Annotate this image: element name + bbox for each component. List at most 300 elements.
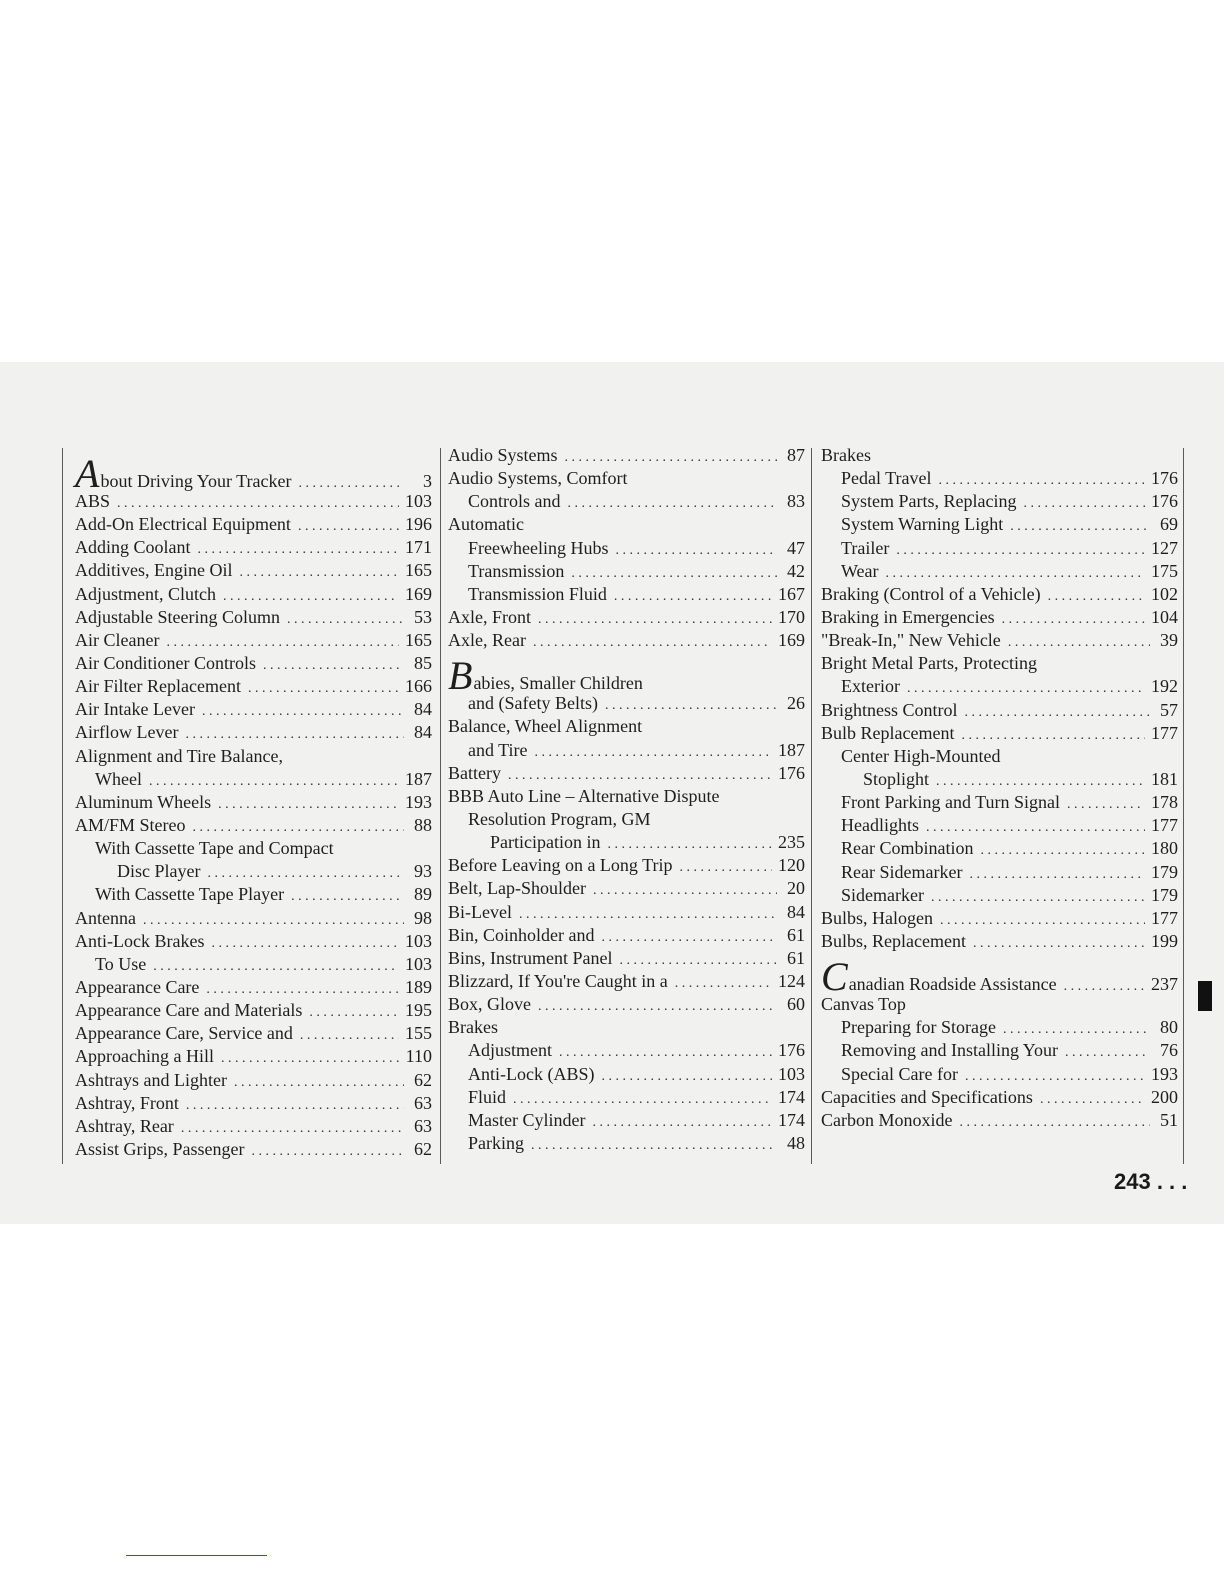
entry-term [448, 877, 586, 900]
dot-leader [559, 1041, 772, 1064]
entry-page: 199 [1151, 930, 1178, 951]
entry-term [821, 583, 1041, 606]
dot-leader [1008, 631, 1150, 654]
entry-text: System Parts, Replacing [841, 491, 1017, 512]
entry-page: 189 [405, 976, 432, 997]
entry-text: System Warning Light [841, 514, 1004, 535]
entry-page: 166 [405, 676, 432, 697]
entry-text: Center High-Mounted [841, 745, 1001, 766]
entry-text: Wear [841, 560, 879, 581]
entry-text: Capacities and Specifications [821, 1086, 1033, 1107]
dot-leader [926, 816, 1145, 839]
column-rule-right [1183, 448, 1184, 1164]
index-entry [821, 861, 1178, 884]
entry-text: Anti-Lock Brakes [75, 930, 205, 951]
entry-page: 176 [1151, 491, 1178, 512]
column-rule-left [62, 448, 63, 1164]
dot-leader [936, 770, 1145, 793]
entry-text: Airflow Lever [75, 722, 179, 743]
entry-term [448, 1016, 498, 1039]
entry-text: "Break-In," New Vehicle [821, 630, 1001, 651]
entry-text: Belt, Lap-Shoulder [448, 878, 586, 899]
entry-text: Air Conditioner Controls [75, 652, 256, 673]
entry-page: 169 [405, 583, 432, 604]
dot-leader [513, 1088, 772, 1111]
entry-text: AM/FM Stereo [75, 814, 186, 835]
index-entry [448, 513, 805, 536]
entry-page: 167 [778, 583, 805, 604]
dot-leader [593, 879, 777, 902]
entry-term [75, 976, 199, 999]
entry-page: 169 [778, 630, 805, 651]
entry-text: Trailer [841, 537, 890, 558]
index-entry [821, 814, 1178, 837]
entry-term [95, 768, 142, 791]
entry-page: 120 [778, 855, 805, 876]
dot-leader [117, 492, 399, 515]
dot-leader [565, 446, 777, 469]
entry-text: Braking in Emergencies [821, 606, 995, 627]
dot-leader [940, 909, 1145, 932]
entry-term [448, 606, 531, 629]
entry-text: Bulbs, Replacement [821, 930, 966, 951]
entry-page: 76 [1160, 1040, 1178, 1061]
entry-term [468, 1132, 524, 1155]
dot-leader [675, 972, 772, 995]
entry-page: 195 [405, 1000, 432, 1021]
entry-term [468, 490, 561, 513]
entry-text: Air Intake Lever [75, 699, 195, 720]
entry-page: 110 [405, 1046, 432, 1067]
dot-leader [607, 833, 772, 856]
entry-term [75, 675, 241, 698]
dot-leader [980, 839, 1145, 862]
entry-page: 174 [778, 1086, 805, 1107]
entry-page: 3 [423, 471, 432, 491]
dot-leader [1065, 1041, 1150, 1064]
dot-leader [614, 585, 772, 608]
entry-page: 51 [1160, 1109, 1178, 1130]
dot-leader [186, 1094, 404, 1117]
dot-leader [538, 995, 777, 1018]
entry-page: 104 [1151, 606, 1178, 627]
entry-text: Anti-Lock (ABS) [468, 1063, 595, 1084]
entry-page: 53 [414, 606, 432, 627]
index-entry [448, 854, 805, 877]
thumb-index-tab [1198, 981, 1212, 1011]
column-rule-1 [440, 448, 441, 1164]
index-entry [448, 808, 805, 831]
index-entry [448, 1039, 805, 1062]
index-entry [448, 1086, 805, 1109]
entry-text: Canvas Top [821, 994, 906, 1015]
index-entry [821, 884, 1178, 907]
dot-leader [166, 631, 399, 654]
index-entry [75, 1045, 432, 1068]
index-entry [75, 976, 432, 999]
entry-term [468, 692, 598, 715]
index-entry [821, 1039, 1178, 1062]
entry-page: 62 [414, 1069, 432, 1090]
entry-term [448, 715, 642, 738]
entry-text: Bi-Level [448, 901, 512, 922]
entry-term [468, 739, 528, 762]
dot-leader [601, 1065, 772, 1088]
dot-leader [571, 562, 777, 585]
index-entry [821, 954, 1178, 1000]
dot-leader [592, 1111, 772, 1134]
index-entry [75, 837, 432, 860]
entry-term [95, 953, 146, 976]
entry-text: With Cassette Tape and Compact [95, 838, 334, 859]
index-entry [75, 1138, 432, 1161]
section-initial: C [821, 954, 848, 1000]
entry-text: Brightness Control [821, 699, 958, 720]
entry-term [75, 1045, 214, 1068]
dot-leader [248, 677, 399, 700]
entry-page: 103 [405, 953, 432, 974]
entry-text: Braking (Control of a Vehicle) [821, 583, 1041, 604]
entry-text: Axle, Rear [448, 630, 526, 651]
entry-term [448, 924, 595, 947]
entry-term [448, 513, 524, 536]
entry-text: Ashtray, Front [75, 1092, 179, 1113]
entry-term [468, 1063, 594, 1086]
entry-term [75, 1069, 227, 1092]
dot-leader [1023, 492, 1145, 515]
entry-text: Wheel [95, 768, 142, 789]
entry-text: anadian Roadside Assistance [848, 974, 1057, 995]
index-entry [75, 860, 432, 883]
entry-text: Fluid [468, 1086, 507, 1107]
entry-term [448, 629, 526, 652]
entry-term [468, 1086, 506, 1109]
index-entry [448, 583, 805, 606]
dot-leader [1002, 608, 1145, 631]
dot-leader [198, 538, 400, 561]
index-entry [448, 629, 805, 652]
entry-term [75, 490, 110, 513]
entry-term [821, 930, 966, 953]
entry-text: With Cassette Tape Player [95, 884, 285, 905]
entry-page: 165 [405, 629, 432, 650]
entry-text: Controls and [468, 491, 561, 512]
entry-page: 103 [778, 1063, 805, 1084]
entry-term [841, 1016, 996, 1039]
entry-text: BBB Auto Line – Alternative Dispute [448, 785, 720, 806]
entry-term [821, 699, 958, 722]
entry-text: Removing and Installing Your [841, 1040, 1059, 1061]
index-entry [448, 993, 805, 1016]
entry-text: Audio Systems, Comfort [448, 468, 628, 489]
dot-leader [538, 608, 772, 631]
index-entry [75, 629, 432, 652]
dot-leader [969, 863, 1145, 886]
index-entry [821, 722, 1178, 745]
dot-leader [221, 1047, 400, 1070]
entry-page: 80 [1160, 1017, 1178, 1038]
dot-leader [206, 978, 399, 1001]
dot-leader [291, 885, 404, 908]
index-entry [448, 739, 805, 762]
entry-term [821, 1086, 1033, 1109]
entry-text: Alignment and Tire Balance, [75, 745, 283, 766]
entry-term [448, 467, 628, 490]
entry-page: 61 [787, 924, 805, 945]
dot-leader [185, 723, 404, 746]
entry-page: 61 [787, 947, 805, 968]
entry-page: 177 [1151, 722, 1178, 743]
entry-page: 84 [787, 901, 805, 922]
entry-text: Sidemarker [841, 884, 924, 905]
entry-text: Preparing for Storage [841, 1017, 996, 1038]
dot-leader [519, 903, 777, 926]
dot-leader [615, 539, 777, 562]
entry-term [95, 883, 284, 906]
dot-leader [1010, 515, 1150, 538]
entry-term [75, 930, 204, 953]
index-entry [75, 907, 432, 930]
entry-page: 103 [405, 491, 432, 511]
entry-term [841, 791, 1060, 814]
dot-leader [535, 741, 772, 764]
dot-leader [193, 816, 404, 839]
entry-term [841, 814, 919, 837]
entry-term [841, 884, 924, 907]
entry-page: 60 [787, 994, 805, 1015]
entry-term [468, 537, 608, 560]
entry-page: 124 [778, 970, 805, 991]
entry-text: Stoplight [863, 768, 930, 789]
entry-text: Appearance Care and Materials [75, 1000, 303, 1021]
entry-page: 85 [414, 652, 432, 673]
entry-term [448, 901, 512, 924]
entry-text: Parking [468, 1132, 524, 1153]
entry-page: 193 [405, 791, 432, 812]
index-entry [821, 837, 1178, 860]
page-number: 243 . . . [1114, 1169, 1188, 1194]
entry-page: 165 [405, 560, 432, 581]
entry-text: abies, Smaller Children [473, 673, 643, 694]
index-entry [75, 883, 432, 906]
entry-page: 181 [1151, 768, 1178, 789]
dot-leader [149, 770, 399, 793]
entry-page: 193 [1151, 1063, 1178, 1084]
entry-term [75, 536, 191, 559]
dot-leader [961, 724, 1145, 747]
entry-term [75, 606, 280, 629]
entry-text: Pedal Travel [841, 468, 932, 489]
entry-term [841, 745, 1000, 768]
index-entry [448, 831, 805, 854]
entry-page: 174 [778, 1109, 805, 1130]
section-initial: A [75, 451, 100, 496]
entry-page: 84 [414, 722, 432, 743]
entry-text: Automatic [448, 514, 524, 535]
index-entry [821, 629, 1178, 652]
index-entry [821, 1016, 1178, 1039]
column-rule-2 [811, 448, 812, 1164]
index-entry [448, 537, 805, 560]
index-entry [821, 537, 1178, 560]
entry-page: 176 [1151, 468, 1178, 489]
entry-page: 47 [787, 537, 805, 558]
entry-page: 171 [405, 537, 432, 558]
dot-leader [239, 561, 399, 584]
entry-term [75, 814, 186, 837]
dot-leader [202, 700, 404, 723]
entry-page: 179 [1151, 861, 1178, 882]
entry-term [468, 808, 651, 831]
entry-page: 127 [1151, 537, 1178, 558]
dot-leader [531, 1134, 777, 1157]
index-entry [75, 791, 432, 814]
entry-text: Battery [448, 762, 501, 783]
entry-text: Master Cylinder [468, 1109, 586, 1130]
index-entry [821, 513, 1178, 536]
entry-term [821, 652, 1037, 675]
entry-page: 39 [1160, 630, 1178, 651]
entry-text: Transmission [468, 560, 565, 581]
entry-page: 176 [778, 1040, 805, 1061]
dot-leader [153, 955, 399, 978]
index-entry [821, 699, 1178, 722]
index-entry [75, 451, 432, 496]
entry-page: 69 [1160, 514, 1178, 535]
index-entry [75, 583, 432, 606]
link-underline [126, 1555, 267, 1556]
entry-term [841, 490, 1016, 513]
entry-text: Additives, Engine Oil [75, 560, 233, 581]
entry-term [841, 837, 973, 860]
index-column-3 [821, 444, 1178, 1132]
dot-leader [602, 926, 778, 949]
entry-text: Bulb Replacement [821, 722, 955, 743]
index-entry [75, 652, 432, 675]
entry-term [75, 1022, 293, 1045]
entry-page: 102 [1151, 583, 1178, 604]
dot-leader [234, 1071, 404, 1094]
entry-text: Rear Combination [841, 838, 974, 859]
index-entry [448, 692, 805, 715]
entry-text: Bins, Instrument Panel [448, 947, 613, 968]
entry-page: 98 [414, 907, 432, 928]
entry-page: 180 [1151, 838, 1178, 859]
index-entry [75, 814, 432, 837]
dot-leader [143, 909, 404, 932]
dot-leader [508, 764, 772, 787]
dot-leader [1048, 585, 1145, 608]
entry-text: and (Safety Belts) [468, 693, 598, 714]
dot-leader [965, 701, 1150, 724]
index-entry [821, 675, 1178, 698]
entry-term [75, 513, 291, 536]
entry-term [468, 560, 564, 583]
entry-page: 187 [778, 739, 805, 760]
index-entry [821, 583, 1178, 606]
index-entry [75, 513, 432, 536]
dot-leader [263, 654, 404, 677]
dot-leader [1040, 1088, 1145, 1111]
index-entry [448, 877, 805, 900]
entry-page: 178 [1151, 792, 1178, 813]
index-entry [821, 1086, 1178, 1109]
entry-text: Front Parking and Turn Signal [841, 792, 1061, 813]
index-entry [448, 560, 805, 583]
dot-leader [298, 515, 399, 538]
entry-term [75, 745, 283, 768]
entry-term [95, 837, 334, 860]
entry-term [75, 1115, 174, 1138]
entry-text: Blizzard, If You're Caught in a [448, 970, 668, 991]
entry-term [75, 559, 232, 582]
entry-text: Air Filter Replacement [75, 676, 241, 697]
entry-term [841, 861, 962, 884]
index-entry [821, 490, 1178, 513]
dot-leader [605, 694, 777, 717]
entry-term [468, 1109, 585, 1132]
entry-text: Special Care for [841, 1063, 958, 1084]
entry-text: Aluminum Wheels [75, 791, 212, 812]
entry-page: 200 [1151, 1086, 1178, 1107]
entry-text: Adjustment [468, 1040, 552, 1061]
section-initial: B [448, 653, 473, 699]
entry-page: 175 [1151, 560, 1178, 581]
dot-leader [931, 886, 1145, 909]
entry-page: 177 [1151, 815, 1178, 836]
entry-text: Balance, Wheel Alignment [448, 716, 643, 737]
entry-term [841, 675, 900, 698]
index-entry [75, 1092, 432, 1115]
entry-page: 93 [414, 861, 432, 882]
index-entry [75, 930, 432, 953]
index-entry [75, 1069, 432, 1092]
entry-text: Headlights [841, 815, 919, 836]
entry-term [841, 513, 1003, 536]
entry-term [821, 993, 906, 1016]
entry-page: 155 [405, 1023, 432, 1044]
entry-text: Air Cleaner [75, 629, 160, 650]
entry-term [841, 537, 889, 560]
entry-text: Brakes [821, 445, 871, 465]
entry-term [75, 791, 211, 814]
entry-text: Transmission Fluid [468, 583, 607, 604]
entry-page: 170 [778, 606, 805, 627]
entry-term [75, 629, 159, 652]
entry-text: Antenna [75, 907, 136, 928]
entry-text: and Tire [468, 739, 528, 760]
entry-text: Rear Sidemarker [841, 861, 963, 882]
index-entry [75, 559, 432, 582]
index-entry [821, 930, 1178, 953]
index-entry [821, 652, 1178, 675]
entry-page: 48 [787, 1132, 805, 1153]
entry-page: 57 [1160, 699, 1178, 720]
entry-term [821, 444, 871, 467]
index-entry [448, 762, 805, 785]
entry-text: Appearance Care [75, 976, 200, 997]
index-column-2 [448, 444, 805, 1155]
entry-text: Appearance Care, Service and [75, 1023, 293, 1044]
entry-text: Assist Grips, Passenger [75, 1138, 245, 1159]
entry-term [448, 785, 719, 808]
entry-term [821, 606, 995, 629]
dot-leader [568, 492, 778, 515]
index-entry [448, 1109, 805, 1132]
dot-leader [218, 793, 399, 816]
entry-text: Disc Player [117, 861, 201, 882]
entry-page: 235 [778, 832, 805, 853]
